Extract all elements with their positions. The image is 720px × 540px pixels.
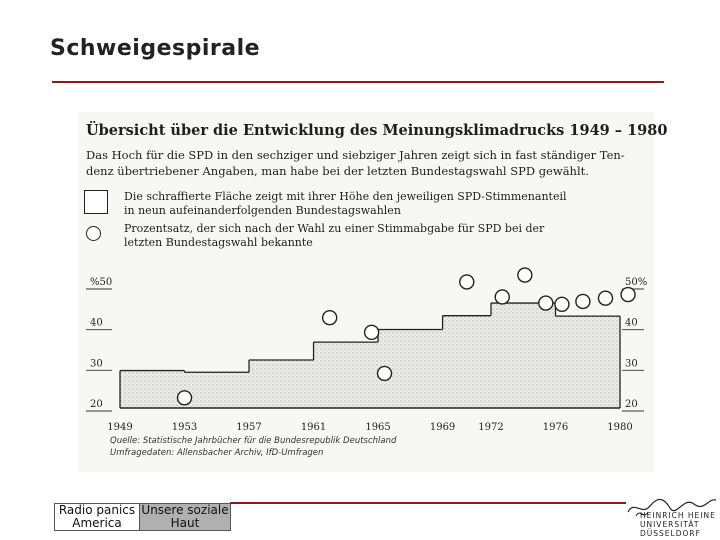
claimed-vote-point-9	[555, 297, 569, 311]
x-tick-label-1953: 1953	[171, 422, 198, 433]
y-tick-right-label-30: 30	[625, 358, 638, 370]
chart-description-line-2: denz übertriebener Angaben, man habe bei der letzten Bundestagswahl SPD gewählt.	[86, 164, 589, 178]
chart-source-line-2: Umfragedaten: Allensbacher Archiv, IfD-Umfragen	[110, 448, 324, 458]
claimed-vote-point-6	[495, 290, 509, 304]
y-tick-right-label-40: 40	[625, 317, 638, 329]
logo-line-1: HEINRICH HEINE	[640, 511, 716, 520]
chart-title: Übersicht über die Entwicklung des Meinungsklimadrucks 1949 – 1980	[86, 122, 668, 139]
chart-description-line-1: Das Hoch für die SPD in den sechziger und siebziger Jahren zeigt sich in fast ständiger Ten-	[86, 148, 625, 162]
claimed-vote-point-11	[598, 291, 612, 305]
x-tick-label-1969: 1969	[429, 422, 456, 433]
y-tick-right-label-50: 50%	[625, 277, 648, 288]
y-tick-left-label-50: %50	[90, 277, 113, 288]
spd-share-area	[120, 303, 620, 408]
legend-circle-text-2: letzten Bundestagswahl bekannte	[124, 236, 313, 249]
x-tick-label-1965: 1965	[365, 422, 391, 433]
y-tick-left-label-30: 30	[90, 358, 103, 370]
claimed-vote-point-5	[460, 275, 474, 289]
x-tick-label-1957: 1957	[236, 422, 262, 433]
y-tick-right-label-20: 20	[625, 399, 638, 410]
legend-circle-text-1: Prozentsatz, der sich nach der Wahl zu einer Stimmabgabe für SPD bei der	[124, 222, 545, 235]
claimed-vote-point-3	[365, 325, 379, 339]
claimed-vote-point-2	[323, 311, 337, 325]
x-tick-label-1976: 1976	[542, 422, 569, 433]
x-tick-label-1949: 1949	[107, 422, 133, 433]
page-title: Schweigespirale	[50, 36, 261, 61]
tab-radio-panics-america[interactable]: Radio panics America	[54, 503, 140, 531]
x-tick-label-1972: 1972	[478, 422, 504, 433]
claimed-vote-point-1	[178, 391, 192, 405]
logo-line-3: DÜSSELDORF	[640, 529, 701, 538]
x-tick-label-1961: 1961	[300, 422, 327, 433]
y-tick-left-label-40: 40	[90, 317, 103, 329]
claimed-vote-point-10	[576, 294, 590, 308]
claimed-vote-point-12	[621, 288, 635, 302]
y-tick-left-label-20: 20	[90, 399, 103, 410]
logo-line-2: UNIVERSITÄT	[640, 520, 700, 529]
claimed-vote-point-7	[518, 268, 532, 282]
legend-area-text-1: Die schraffierte Fläche zeigt mit ihrer Höhe den jeweiligen SPD-Stimmenanteil	[124, 190, 567, 203]
x-tick-label-1980: 1980	[607, 422, 633, 433]
tab-unsere-soziale-haut[interactable]: Unsere soziale Haut	[139, 503, 231, 531]
footer-divider	[230, 502, 626, 504]
claimed-vote-point-4	[378, 366, 392, 380]
claimed-vote-point-8	[539, 296, 553, 310]
chart-source-line-1: Quelle: Statistische Jahrbücher für die Bundesrepublik Deutschland	[110, 436, 397, 446]
legend-area-text-2: in neun aufeinanderfolgenden Bundestagswahlen	[124, 204, 401, 217]
